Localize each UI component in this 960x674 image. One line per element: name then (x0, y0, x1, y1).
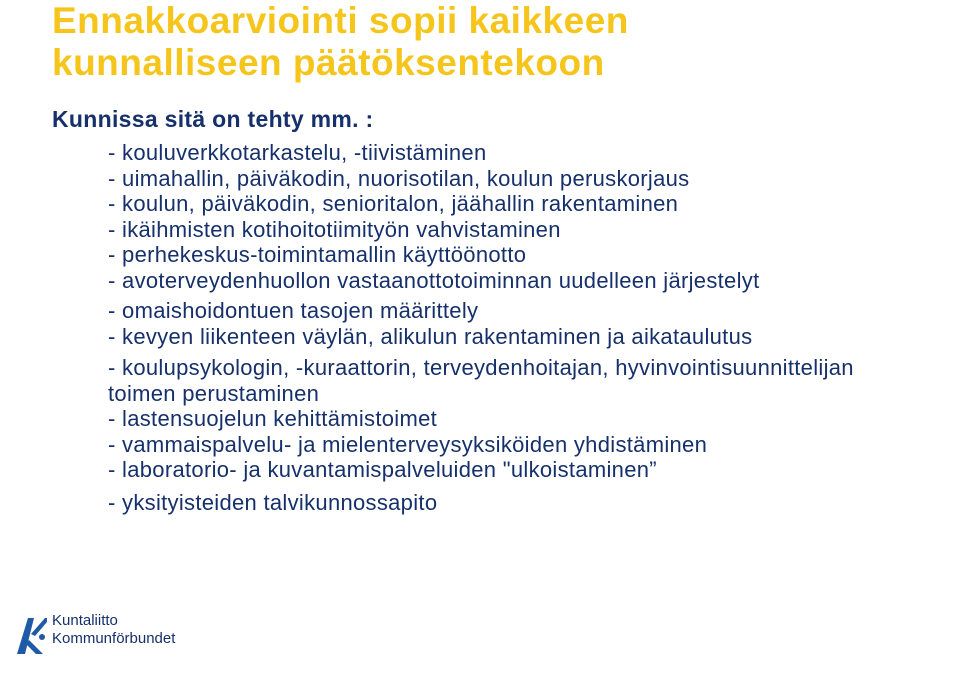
bullet-list (108, 140, 928, 515)
list-item: - vammaispalvelu- ja mielenterveysyksiköiden yhdistäminen (108, 431, 708, 457)
list-item: - kouluverkkotarkastelu, -tiivistäminen (108, 140, 487, 165)
list-item: - ikäihmisten kotihoitotiimityön vahvistaminen (108, 216, 561, 242)
slide-title (52, 0, 932, 84)
list-item: - laboratorio- ja kuvantamispalveluiden "ulkoistaminen” (108, 457, 657, 482)
logo-line-2: Kommunförbundet (52, 630, 176, 647)
list-item: - yksityisteiden talvikunnossapito (108, 489, 438, 515)
slide-subtitle: Kunnissa sitä on tehty mm. : (52, 106, 374, 132)
slide-title-line-2: kunnalliseen päätöksentekoon (52, 42, 605, 83)
list-item: - lastensuojelun kehittämistoimet (108, 406, 438, 431)
list-item: - perhekeskus-toimintamallin käyttöönotto (108, 242, 527, 267)
logo-line-1: Kuntaliitto (52, 612, 118, 629)
list-item: - omaishoidontuen tasojen määrittely (108, 298, 479, 323)
list-item: - kevyen liikenteen väylän, alikulun rakentaminen ja aikataulutus (108, 323, 753, 349)
list-item: - koulun, päiväkodin, senioritalon, jäähallin rakentaminen (108, 191, 679, 216)
list-item: - avoterveydenhuollon vastaanottotoiminnan uudelleen järjestelyt (108, 267, 760, 293)
list-item: - uimahallin, päiväkodin, nuorisotilan, koulun peruskorjaus (108, 165, 690, 191)
kuntaliitto-logo-icon (14, 610, 48, 656)
list-item: - koulupsykologin, -kuraattorin, terveydenhoitajan, hyvinvointisuunnittelijan toimen perustaminen (108, 355, 854, 406)
logo-text (52, 612, 175, 648)
slide-title-line-1: Ennakkoarviointi sopii kaikkeen (52, 0, 629, 41)
kuntaliitto-logo (14, 608, 204, 658)
